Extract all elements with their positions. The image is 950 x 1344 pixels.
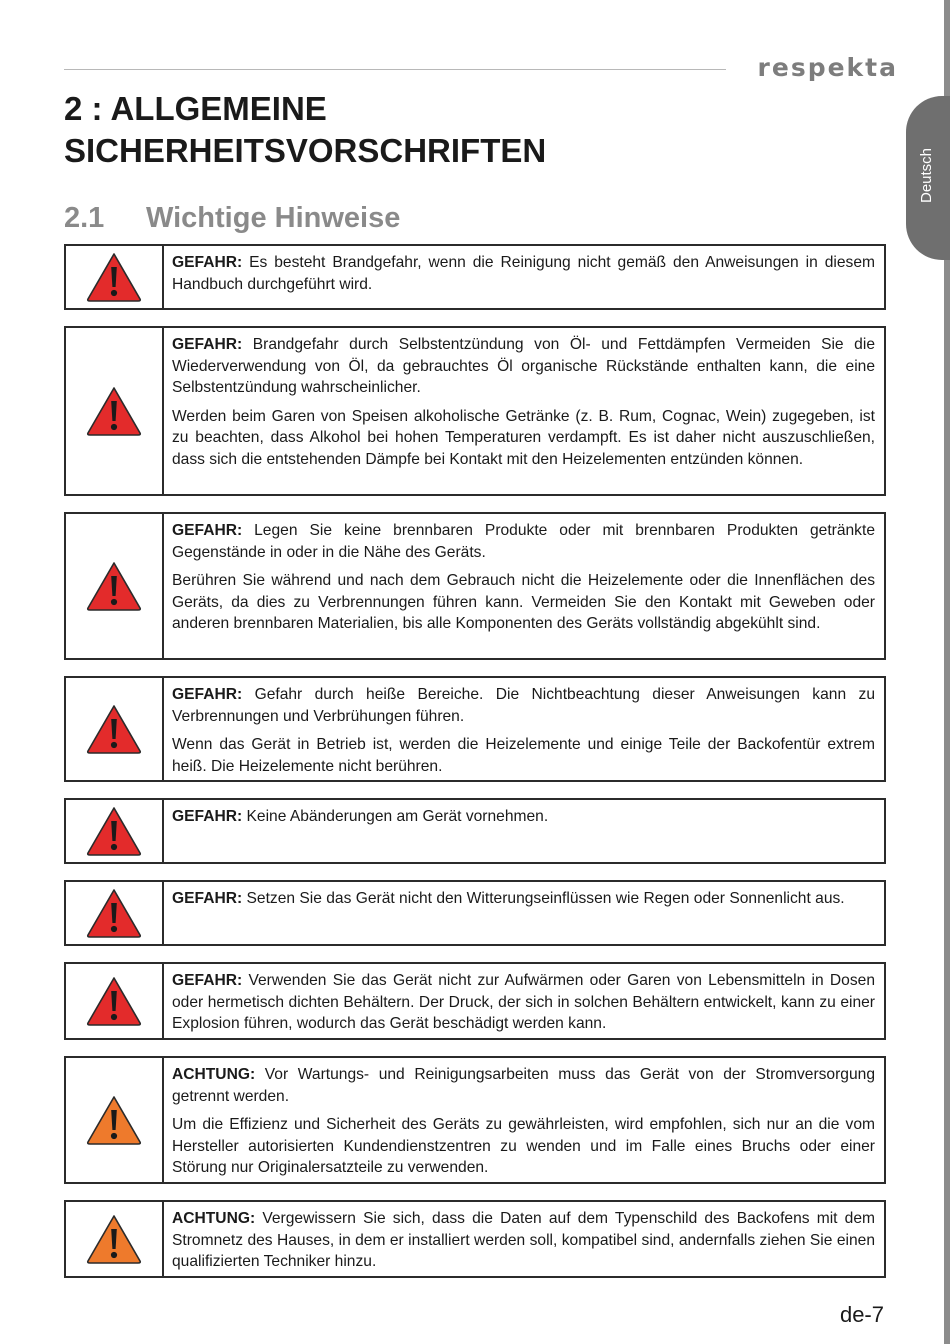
warning-body: Wenn das Gerät in Betrieb ist, werden die Heizelemente und einige Teile der Backofentür extrem heiß. Die Heizelemente nicht berühren.	[172, 736, 875, 775]
warning-box	[64, 962, 886, 1040]
warning-text	[164, 800, 884, 862]
warning-box	[64, 244, 886, 310]
warning-box	[64, 326, 886, 496]
chapter-title	[64, 88, 784, 172]
warning-icon-cell	[66, 246, 164, 308]
warning-body: Um die Effizienz und Sicherheit des Geräts zu gewährleisten, wird empfohlen, sich nur an die vom Hersteller autorisierten Kundendienstzentren zu wenden und im Falle eines Bruchs oder einer Störung nur Originalersatzteile zu verwenden.	[172, 1116, 875, 1177]
warning-body: Werden beim Garen von Speisen alkoholische Getränke (z. B. Rum, Cognac, Wein) zugegeben, ist zu beachten, dass Alkohol bei hohen Temperaturen verdampft. Es ist daher nicht auszuschließen, dass sich die entstehenden Dämpfe bei Kontakt mit den Heizelementen entzünden können.	[172, 407, 875, 468]
warning-paragraph	[172, 888, 875, 910]
warning-box	[64, 1056, 886, 1184]
section-number: 2.1	[64, 202, 105, 234]
warning-label: GEFAHR:	[172, 972, 243, 989]
warning-box	[64, 512, 886, 660]
warning-label: ACHTUNG:	[172, 1210, 256, 1227]
warning-body: Setzen Sie das Gerät nicht den Witterungseinflüssen wie Regen oder Sonnenlicht aus.	[242, 890, 845, 907]
warning-paragraph	[172, 520, 875, 563]
header-rule	[64, 69, 726, 70]
warning-icon-cell	[66, 1058, 164, 1182]
warning-body: Keine Abänderungen am Gerät vornehmen.	[242, 808, 549, 825]
chapter-title-line2: SICHERHEITSVORSCHRIFTEN	[64, 132, 547, 169]
warning-body: Vor Wartungs- und Reinigungsarbeiten muss das Gerät von der Stromversorgung getrennt werden.	[172, 1066, 875, 1105]
warning-box	[64, 1200, 886, 1278]
warning-body: Vergewissern Sie sich, dass die Daten auf dem Typenschild des Backofens mit dem Stromnetz des Hauses, in dem er installiert werden soll, kompatibel sind, andernfalls ziehen Sie einen qualifizierten Techniker hinzu.	[172, 1210, 875, 1271]
warning-triangle-icon	[86, 704, 142, 754]
warning-paragraph	[172, 734, 875, 777]
warning-text	[164, 1202, 884, 1276]
warning-text	[164, 1058, 884, 1182]
warning-body: Verwenden Sie das Gerät nicht zur Aufwärmen oder Garen von Lebensmitteln in Dosen oder hermetisch dichten Behältern. Der Druck, der sich in solchen Behältern entwickelt, kann zu einer Explosion führen, wodurch das Gerät beschädigt werden kann.	[172, 972, 875, 1033]
warning-body: Legen Sie keine brennbaren Produkte oder mit brennbaren Produkten getränkte Gegenstände in oder in die Nähe des Geräts.	[172, 522, 875, 561]
page-number: de-7	[839, 1302, 884, 1327]
warning-body: Es besteht Brandgefahr, wenn die Reinigung nicht gemäß den Anweisungen in diesem Handbuch durchgeführt wird.	[172, 254, 875, 293]
language-tab-label: Deutsch	[918, 147, 935, 203]
warning-icon-cell	[66, 800, 164, 862]
warning-body: Brandgefahr durch Selbstentzündung von Öl- und Fettdämpfen Vermeiden Sie die Wiederverwendung von Öl, da gebrauchtes Öl organische Rückstände enthalten kann, die eine Selbstentzündung wahrscheinlicher.	[172, 336, 875, 397]
warning-paragraph	[172, 1114, 875, 1179]
warning-label: GEFAHR:	[172, 254, 243, 271]
warning-paragraph	[172, 684, 875, 727]
warning-triangle-icon	[86, 1214, 142, 1264]
warning-box	[64, 676, 886, 782]
warning-triangle-icon	[86, 1095, 142, 1145]
warning-icon-cell	[66, 1202, 164, 1276]
warning-triangle-icon	[86, 386, 142, 436]
warning-paragraph	[172, 334, 875, 399]
warning-paragraph	[172, 1208, 875, 1273]
warning-paragraph	[172, 970, 875, 1035]
warning-triangle-icon	[86, 976, 142, 1026]
warning-text	[164, 246, 884, 308]
warning-label: GEFAHR:	[172, 890, 243, 907]
warning-label: GEFAHR:	[172, 336, 243, 353]
warning-box	[64, 880, 886, 946]
warning-paragraph	[172, 406, 875, 471]
warning-text	[164, 882, 884, 944]
warning-icon-cell	[66, 328, 164, 494]
warning-paragraph	[172, 1064, 875, 1107]
warning-paragraph	[172, 806, 875, 828]
warning-icon-cell	[66, 514, 164, 658]
warning-paragraph	[172, 570, 875, 635]
warning-text	[164, 328, 884, 494]
warning-text	[164, 964, 884, 1038]
chapter-title-line1: 2 : ALLGEMEINE	[64, 90, 327, 127]
warning-triangle-icon	[86, 252, 142, 302]
warning-icon-cell	[66, 678, 164, 780]
warning-triangle-icon	[86, 561, 142, 611]
brand-logo: respekta	[757, 53, 898, 82]
warning-body: Gefahr durch heiße Bereiche. Die Nichtbeachtung dieser Anweisungen kann zu Verbrennungen und Verbrühungen führen.	[172, 686, 875, 725]
warning-label: GEFAHR:	[172, 686, 243, 703]
warning-label: GEFAHR:	[172, 808, 243, 825]
warning-paragraph	[172, 252, 875, 295]
warning-icon-cell	[66, 882, 164, 944]
warning-text	[164, 678, 884, 780]
warning-box	[64, 798, 886, 864]
section-title	[64, 198, 764, 238]
warning-label: GEFAHR:	[172, 522, 243, 539]
warnings-list	[64, 244, 886, 1278]
warning-body: Berühren Sie während und nach dem Gebrauch nicht die Heizelemente oder die Innenflächen des Geräts, da dies zu Verbrennungen führen kann. Vermeiden Sie den Kontakt mit Geweben oder anderen brennbaren Materialien, bis alle Komponenten des Geräts vollständig abgekühlt sind.	[172, 572, 875, 633]
warning-label: ACHTUNG:	[172, 1066, 256, 1083]
warning-text	[164, 514, 884, 658]
warning-triangle-icon	[86, 806, 142, 856]
section-heading: Wichtige Hinweise	[146, 202, 401, 234]
warning-icon-cell	[66, 964, 164, 1038]
warning-triangle-icon	[86, 888, 142, 938]
